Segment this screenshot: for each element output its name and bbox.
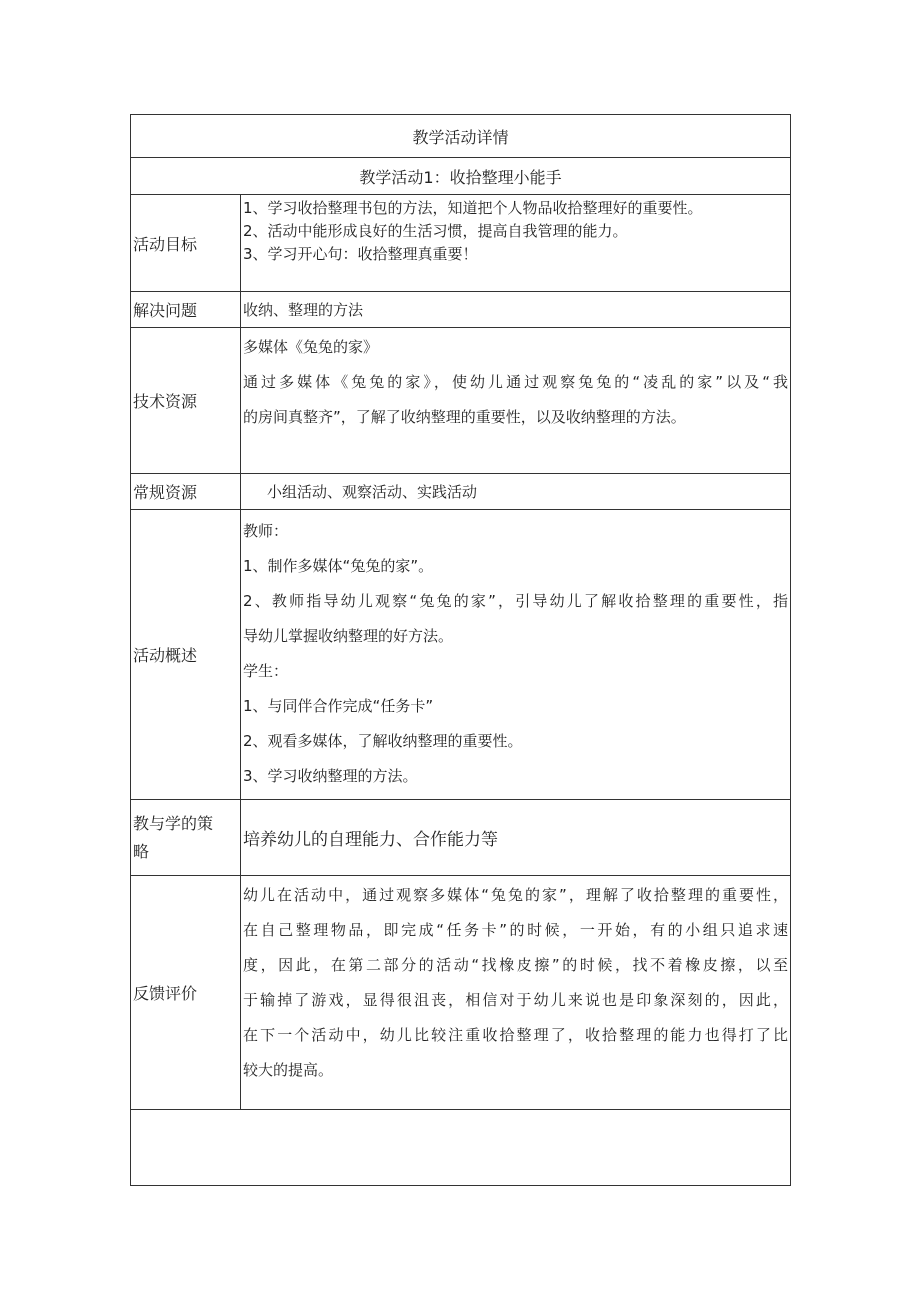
table-title: 教学活动详情: [131, 115, 791, 158]
feedback-line-5: 在下一个活动中，幼儿比较注重收拾整理了，收拾整理的能力也得打了比: [243, 1026, 789, 1044]
feedback-content: [241, 876, 791, 1110]
overview-line-4: 导幼儿掌握收纳整理的好方法。: [243, 627, 454, 645]
problem-label: 解决问题: [131, 292, 241, 328]
strategy-label: [131, 800, 241, 876]
overview-line-5: 学生：: [243, 662, 289, 680]
problem-row: [131, 292, 791, 328]
goals-label: 活动目标: [131, 195, 241, 292]
strategy-content: 培养幼儿的自理能力、合作能力等: [241, 800, 791, 876]
feedback-line-4: 于输掉了游戏，显得很沮丧，相信对于幼儿来说也是印象深刻的，因此，: [243, 991, 789, 1009]
overview-row: [131, 510, 791, 800]
activity-table: [130, 114, 791, 1186]
goals-row: [131, 195, 791, 292]
tech-row: [131, 328, 791, 474]
tech-line-1: 多媒体《兔兔的家》: [243, 338, 379, 356]
regular-content: 小组活动、观察活动、实践活动: [241, 474, 791, 510]
feedback-line-1: 幼儿在活动中，通过观察多媒体“兔兔的家”，理解了收拾整理的重要性，: [243, 886, 789, 904]
overview-content: [241, 510, 791, 800]
strategy-label-line-2: 略: [133, 841, 150, 861]
overview-label: 活动概述: [131, 510, 241, 800]
goals-content: [241, 195, 791, 292]
empty-cell: [131, 1110, 791, 1186]
tech-label: 技术资源: [131, 328, 241, 474]
strategy-row: [131, 800, 791, 876]
tech-line-3: 的房间真整齐”，了解了收纳整理的重要性，以及收纳整理的方法。: [243, 408, 686, 426]
overview-line-7: 2、观看多媒体，了解收纳整理的重要性。: [243, 732, 523, 750]
tech-line-2: 通过多媒体《兔兔的家》，使幼儿通过观察兔兔的“凌乱的家”以及“我: [243, 373, 789, 391]
feedback-line-3: 度，因此，在第二部分的活动“找橡皮擦”的时候，找不着橡皮擦，以至: [243, 956, 789, 974]
goals-line-3: 3、学习开心句：收拾整理真重要！: [243, 245, 478, 263]
overview-line-2: 1、制作多媒体“兔兔的家”。: [243, 557, 434, 575]
problem-content: 收纳、整理的方法: [241, 292, 791, 328]
regular-row: [131, 474, 791, 510]
feedback-label: 反馈评价: [131, 876, 241, 1110]
activity-title-row: [131, 158, 791, 195]
activity-title: 教学活动1：收拾整理小能手: [131, 158, 791, 195]
empty-row: [131, 1110, 791, 1186]
regular-label: 常规资源: [131, 474, 241, 510]
overview-line-8: 3、学习收纳整理的方法。: [243, 767, 418, 785]
title-row: [131, 115, 791, 158]
overview-line-6: 1、与同伴合作完成“任务卡”: [243, 697, 434, 715]
overview-line-1: 教师：: [243, 522, 289, 540]
feedback-row: [131, 876, 791, 1110]
feedback-line-2: 在自己整理物品，即完成“任务卡”的时候，一开始，有的小组只追求速: [243, 921, 789, 939]
goals-line-1: 1、学习收拾整理书包的方法，知道把个人物品收拾整理好的重要性。: [243, 199, 703, 217]
goals-line-2: 2、活动中能形成良好的生活习惯，提高自我管理的能力。: [243, 222, 628, 240]
feedback-line-6: 较大的提高。: [243, 1061, 334, 1079]
tech-content: [241, 328, 791, 474]
strategy-label-line-1: 教与学的策: [133, 813, 214, 833]
overview-line-3: 2、教师指导幼儿观察“兔兔的家”，引导幼儿了解收拾整理的重要性，指: [243, 592, 789, 610]
document-page: [130, 114, 790, 1186]
